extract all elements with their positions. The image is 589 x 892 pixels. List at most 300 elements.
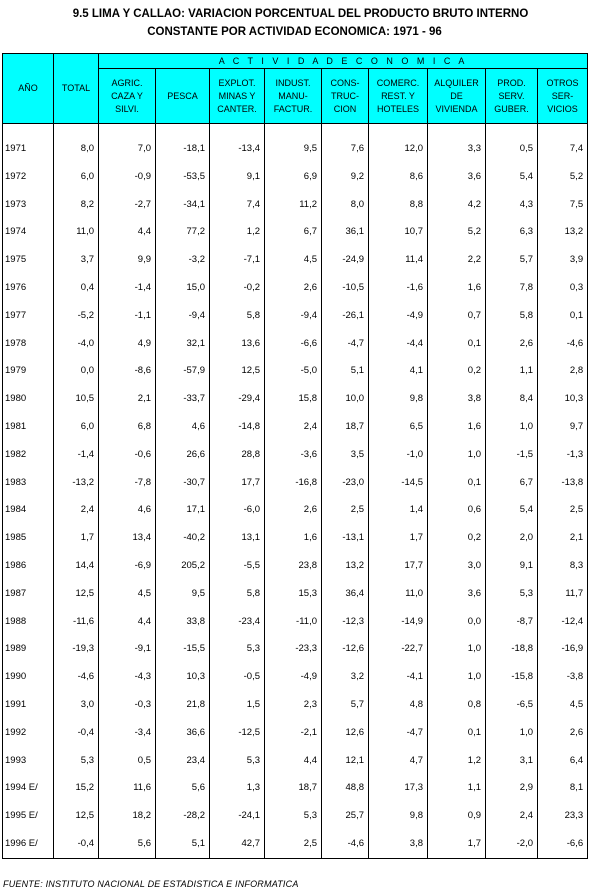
value-cell: 11,0: [54, 218, 99, 246]
value-cell: 4,3: [486, 191, 538, 219]
value-cell: 3,6: [428, 580, 486, 608]
value-cell: -12,3: [322, 608, 369, 636]
value-cell: 9,1: [210, 163, 265, 191]
year-cell: 1988: [3, 608, 54, 636]
value-cell: -15,5: [156, 635, 210, 663]
value-cell: 1,5: [210, 691, 265, 719]
value-cell: 2,6: [265, 274, 322, 302]
table-title-line-1: 9.5 LIMA Y CALLAO: VARIACION PORCENTUAL DEL PRODUCTO BRUTO INTERNO: [72, 8, 529, 20]
header-column: [322, 69, 369, 124]
value-cell: 3,9: [538, 246, 588, 274]
value-cell: -13,2: [54, 469, 99, 497]
value-cell: 12,5: [54, 580, 99, 608]
value-cell: 1,0: [486, 413, 538, 441]
value-cell: 6,7: [265, 218, 322, 246]
value-cell: -4,6: [538, 330, 588, 358]
table-row: [3, 441, 588, 469]
value-cell: -6,6: [538, 830, 588, 858]
value-cell: -1,4: [54, 441, 99, 469]
value-cell: 0,8: [428, 691, 486, 719]
table-row: [3, 663, 588, 691]
value-cell: 36,4: [322, 580, 369, 608]
header-column: [369, 69, 428, 124]
value-cell: 11,7: [538, 580, 588, 608]
value-cell: 18,2: [99, 802, 156, 830]
year-cell: 1991: [3, 691, 54, 719]
value-cell: 77,2: [156, 218, 210, 246]
year-cell: 1977: [3, 302, 54, 330]
value-cell: 2,1: [99, 385, 156, 413]
value-cell: 8,3: [538, 552, 588, 580]
value-cell: 17,1: [156, 496, 210, 524]
value-cell: -2,0: [486, 830, 538, 858]
value-cell: 3,7: [54, 246, 99, 274]
value-cell: 1,1: [428, 774, 486, 802]
value-cell: 5,6: [99, 830, 156, 858]
value-cell: -9,4: [265, 302, 322, 330]
header-column: [210, 69, 265, 124]
year-cell: 1995 E/: [3, 802, 54, 830]
value-cell: -7,8: [99, 469, 156, 497]
value-cell: -4,9: [369, 302, 428, 330]
header-column-line: DE: [450, 90, 463, 101]
header-column-line: HOTELES: [376, 103, 419, 114]
value-cell: -13,4: [210, 135, 265, 163]
value-cell: 0,0: [428, 608, 486, 636]
year-cell: 1976: [3, 274, 54, 302]
value-cell: 8,0: [322, 191, 369, 219]
value-cell: 4,8: [369, 691, 428, 719]
header-column-line: CONS-: [330, 77, 360, 88]
value-cell: 7,4: [538, 135, 588, 163]
value-cell: 10,3: [156, 663, 210, 691]
value-cell: 4,5: [265, 246, 322, 274]
value-cell: 2,4: [54, 496, 99, 524]
value-cell: 0,2: [428, 524, 486, 552]
value-cell: -0,6: [99, 441, 156, 469]
year-cell: 1986: [3, 552, 54, 580]
value-cell: 15,2: [54, 774, 99, 802]
value-cell: 5,3: [486, 580, 538, 608]
value-cell: 8,0: [54, 135, 99, 163]
table-row: [3, 691, 588, 719]
value-cell: 13,2: [322, 552, 369, 580]
value-cell: 0,1: [538, 302, 588, 330]
value-cell: -0,4: [54, 719, 99, 747]
value-cell: -24,9: [322, 246, 369, 274]
value-cell: -19,3: [54, 635, 99, 663]
value-cell: 8,8: [369, 191, 428, 219]
value-cell: 28,8: [210, 441, 265, 469]
value-cell: 1,0: [428, 441, 486, 469]
value-cell: 8,2: [54, 191, 99, 219]
year-cell: 1974: [3, 218, 54, 246]
table-row: [3, 774, 588, 802]
table-row: [3, 135, 588, 163]
value-cell: 0,0: [54, 357, 99, 385]
value-cell: -6,6: [265, 330, 322, 358]
value-cell: 10,0: [322, 385, 369, 413]
value-cell: 11,4: [369, 246, 428, 274]
value-cell: -6,9: [99, 552, 156, 580]
value-cell: 1,0: [486, 719, 538, 747]
table-row: [3, 357, 588, 385]
value-cell: 0,1: [428, 469, 486, 497]
value-cell: -23,4: [210, 608, 265, 636]
header-column-line: EXPLOT.: [218, 77, 256, 88]
value-cell: 4,4: [99, 218, 156, 246]
value-cell: 36,6: [156, 719, 210, 747]
value-cell: 4,1: [369, 357, 428, 385]
value-cell: -53,5: [156, 163, 210, 191]
table-title-line-2: CONSTANTE POR ACTIVIDAD ECONOMICA: 1971 - 96: [147, 26, 442, 38]
value-cell: 2,0: [486, 524, 538, 552]
header-column: [538, 69, 588, 124]
value-cell: 5,7: [486, 246, 538, 274]
value-cell: 11,2: [265, 191, 322, 219]
value-cell: -4,0: [54, 330, 99, 358]
header-total: TOTAL: [54, 54, 99, 124]
value-cell: -5,2: [54, 302, 99, 330]
value-cell: 25,7: [322, 802, 369, 830]
value-cell: 2,4: [486, 802, 538, 830]
table-row: [3, 719, 588, 747]
value-cell: 18,7: [265, 774, 322, 802]
value-cell: 13,6: [210, 330, 265, 358]
value-cell: 3,0: [428, 552, 486, 580]
value-cell: 5,4: [486, 496, 538, 524]
year-cell: 1990: [3, 663, 54, 691]
value-cell: -12,4: [538, 608, 588, 636]
value-cell: 7,0: [99, 135, 156, 163]
value-cell: -23,0: [322, 469, 369, 497]
value-cell: 9,9: [99, 246, 156, 274]
value-cell: -18,1: [156, 135, 210, 163]
value-cell: -18,8: [486, 635, 538, 663]
value-cell: 9,5: [265, 135, 322, 163]
value-cell: 2,4: [265, 413, 322, 441]
header-actividad-economica: A C T I V I D A D E C O N O M I C A: [99, 54, 588, 69]
value-cell: 7,8: [486, 274, 538, 302]
year-cell: 1993: [3, 747, 54, 775]
value-cell: 26,6: [156, 441, 210, 469]
value-cell: 1,2: [210, 218, 265, 246]
value-cell: -0,9: [99, 163, 156, 191]
value-cell: -22,7: [369, 635, 428, 663]
value-cell: 3,3: [428, 135, 486, 163]
value-cell: 6,8: [99, 413, 156, 441]
value-cell: 5,3: [54, 747, 99, 775]
table-header: [3, 54, 588, 124]
value-cell: -2,1: [265, 719, 322, 747]
value-cell: 5,2: [538, 163, 588, 191]
value-cell: 8,4: [486, 385, 538, 413]
value-cell: 2,5: [538, 496, 588, 524]
header-column-line: AGRIC.: [111, 77, 143, 88]
table-row: [3, 830, 588, 858]
value-cell: 1,2: [428, 747, 486, 775]
value-cell: 21,8: [156, 691, 210, 719]
value-cell: 10,5: [54, 385, 99, 413]
value-cell: 0,3: [538, 274, 588, 302]
value-cell: -40,2: [156, 524, 210, 552]
value-cell: -1,6: [369, 274, 428, 302]
value-cell: 10,7: [369, 218, 428, 246]
value-cell: -0,2: [210, 274, 265, 302]
value-cell: 8,1: [538, 774, 588, 802]
value-cell: 1,7: [54, 524, 99, 552]
value-cell: -13,1: [322, 524, 369, 552]
value-cell: -9,1: [99, 635, 156, 663]
value-cell: 1,0: [428, 663, 486, 691]
value-cell: -30,7: [156, 469, 210, 497]
value-cell: 9,2: [322, 163, 369, 191]
value-cell: -13,8: [538, 469, 588, 497]
header-column-line: COMERC.: [376, 77, 420, 88]
value-cell: -4,7: [369, 719, 428, 747]
table-row: [3, 469, 588, 497]
value-cell: 2,8: [538, 357, 588, 385]
value-cell: 4,4: [265, 747, 322, 775]
header-column-line: OTROS: [546, 77, 579, 88]
year-cell: 1985: [3, 524, 54, 552]
value-cell: 5,2: [428, 218, 486, 246]
value-cell: 4,5: [99, 580, 156, 608]
value-cell: -14,5: [369, 469, 428, 497]
table-row: [3, 496, 588, 524]
value-cell: 13,4: [99, 524, 156, 552]
table-body: [3, 124, 588, 859]
value-cell: -0,3: [99, 691, 156, 719]
value-cell: 17,3: [369, 774, 428, 802]
value-cell: 7,6: [322, 135, 369, 163]
value-cell: 5,8: [486, 302, 538, 330]
value-cell: 3,8: [369, 830, 428, 858]
value-cell: 4,2: [428, 191, 486, 219]
value-cell: 42,7: [210, 830, 265, 858]
value-cell: 2,3: [265, 691, 322, 719]
value-cell: 12,6: [322, 719, 369, 747]
header-column: [428, 69, 486, 124]
value-cell: 11,6: [99, 774, 156, 802]
header-column-line: FACTUR.: [273, 103, 313, 114]
value-cell: -23,3: [265, 635, 322, 663]
header-column-line: REST. Y: [381, 90, 415, 101]
table-row: [3, 302, 588, 330]
header-year: AÑO: [3, 54, 54, 124]
value-cell: 23,3: [538, 802, 588, 830]
value-cell: 0,1: [428, 330, 486, 358]
value-cell: 36,1: [322, 218, 369, 246]
header-column: [99, 69, 156, 124]
header-column-line: VIVIENDA: [435, 103, 478, 114]
value-cell: 4,9: [99, 330, 156, 358]
value-cell: -9,4: [156, 302, 210, 330]
value-cell: 2,1: [538, 524, 588, 552]
value-cell: -2,7: [99, 191, 156, 219]
statistics-table: [2, 53, 588, 859]
value-cell: 23,4: [156, 747, 210, 775]
value-cell: 1,3: [210, 774, 265, 802]
value-cell: -0,4: [54, 830, 99, 858]
value-cell: 17,7: [210, 469, 265, 497]
value-cell: 2,2: [428, 246, 486, 274]
value-cell: 9,7: [538, 413, 588, 441]
value-cell: -3,6: [265, 441, 322, 469]
value-cell: -12,5: [210, 719, 265, 747]
value-cell: 2,9: [486, 774, 538, 802]
value-cell: -16,8: [265, 469, 322, 497]
value-cell: 0,6: [428, 496, 486, 524]
value-cell: 5,8: [210, 302, 265, 330]
value-cell: 5,3: [265, 802, 322, 830]
value-cell: -14,8: [210, 413, 265, 441]
year-cell: 1979: [3, 357, 54, 385]
value-cell: 2,6: [265, 496, 322, 524]
value-cell: 9,5: [156, 580, 210, 608]
value-cell: 15,8: [265, 385, 322, 413]
value-cell: 15,3: [265, 580, 322, 608]
header-column-line: INDUST.: [275, 77, 311, 88]
value-cell: 7,5: [538, 191, 588, 219]
value-cell: 10,3: [538, 385, 588, 413]
value-cell: 3,0: [54, 691, 99, 719]
value-cell: -4,9: [265, 663, 322, 691]
value-cell: 5,3: [210, 747, 265, 775]
table-row: [3, 163, 588, 191]
value-cell: 1,7: [369, 524, 428, 552]
header-column-line: MINAS Y: [218, 90, 256, 101]
year-cell: 1992: [3, 719, 54, 747]
value-cell: 5,7: [322, 691, 369, 719]
value-cell: 13,2: [538, 218, 588, 246]
value-cell: -5,5: [210, 552, 265, 580]
header-column-line: SILVI.: [115, 103, 139, 114]
value-cell: 4,6: [156, 413, 210, 441]
table-row: [3, 608, 588, 636]
table-row: [3, 552, 588, 580]
value-cell: 6,0: [54, 163, 99, 191]
year-cell: 1971: [3, 135, 54, 163]
value-cell: 0,5: [486, 135, 538, 163]
value-cell: 3,1: [486, 747, 538, 775]
header-column-line: PESCA: [167, 90, 198, 101]
value-cell: 1,6: [428, 413, 486, 441]
header-column-line: SER-: [551, 90, 574, 101]
value-cell: -1,0: [369, 441, 428, 469]
value-cell: -4,3: [99, 663, 156, 691]
value-cell: -14,9: [369, 608, 428, 636]
value-cell: 6,9: [265, 163, 322, 191]
table-row: [3, 802, 588, 830]
value-cell: 0,7: [428, 302, 486, 330]
value-cell: 1,6: [428, 274, 486, 302]
value-cell: -1,3: [538, 441, 588, 469]
value-cell: 4,5: [538, 691, 588, 719]
value-cell: 23,8: [265, 552, 322, 580]
value-cell: -1,1: [99, 302, 156, 330]
value-cell: -15,8: [486, 663, 538, 691]
value-cell: 5,8: [210, 580, 265, 608]
value-cell: 14,4: [54, 552, 99, 580]
value-cell: 5,4: [486, 163, 538, 191]
value-cell: -10,5: [322, 274, 369, 302]
value-cell: 5,6: [156, 774, 210, 802]
value-cell: -4,7: [322, 330, 369, 358]
value-cell: 9,1: [486, 552, 538, 580]
value-cell: -8,7: [486, 608, 538, 636]
value-cell: 17,7: [369, 552, 428, 580]
header-column: [265, 69, 322, 124]
table-row: [3, 330, 588, 358]
table-row: [3, 524, 588, 552]
value-cell: 12,0: [369, 135, 428, 163]
year-cell: 1972: [3, 163, 54, 191]
value-cell: 12,5: [210, 357, 265, 385]
value-cell: -1,4: [99, 274, 156, 302]
value-cell: -11,6: [54, 608, 99, 636]
value-cell: -4,1: [369, 663, 428, 691]
header-column-line: VICIOS: [547, 103, 578, 114]
header-column-line: SERV.: [498, 90, 525, 101]
value-cell: -57,9: [156, 357, 210, 385]
value-cell: -6,0: [210, 496, 265, 524]
value-cell: 4,7: [369, 747, 428, 775]
value-cell: 0,9: [428, 802, 486, 830]
value-cell: 12,1: [322, 747, 369, 775]
header-column-line: CION: [333, 103, 357, 114]
value-cell: 8,6: [369, 163, 428, 191]
value-cell: 6,4: [538, 747, 588, 775]
value-cell: 13,1: [210, 524, 265, 552]
value-cell: -8,6: [99, 357, 156, 385]
value-cell: 3,2: [322, 663, 369, 691]
header-column-line: PROD.: [497, 77, 526, 88]
value-cell: 2,6: [486, 330, 538, 358]
year-cell: 1989: [3, 635, 54, 663]
header-column-line: CANTER.: [217, 103, 257, 114]
value-cell: 3,5: [322, 441, 369, 469]
value-cell: -34,1: [156, 191, 210, 219]
value-cell: 5,1: [156, 830, 210, 858]
table-row: [3, 635, 588, 663]
table-row: [3, 274, 588, 302]
value-cell: -11,0: [265, 608, 322, 636]
header-column-line: CAZA Y: [111, 90, 143, 101]
value-cell: -26,1: [322, 302, 369, 330]
header-column-line: TRUC-: [331, 90, 359, 101]
value-cell: 205,2: [156, 552, 210, 580]
value-cell: 6,5: [369, 413, 428, 441]
table-row: [3, 580, 588, 608]
value-cell: 1,0: [428, 635, 486, 663]
year-cell: 1978: [3, 330, 54, 358]
value-cell: 4,6: [99, 496, 156, 524]
year-cell: 1973: [3, 191, 54, 219]
year-cell: 1981: [3, 413, 54, 441]
value-cell: 0,2: [428, 357, 486, 385]
value-cell: 2,6: [538, 719, 588, 747]
year-cell: 1994 E/: [3, 774, 54, 802]
header-column-line: GUBER.: [494, 103, 529, 114]
value-cell: -4,6: [322, 830, 369, 858]
header-column: [486, 69, 538, 124]
spacer-row: [3, 124, 588, 136]
value-cell: 2,5: [265, 830, 322, 858]
value-cell: 1,1: [486, 357, 538, 385]
value-cell: 0,5: [99, 747, 156, 775]
value-cell: -33,7: [156, 385, 210, 413]
